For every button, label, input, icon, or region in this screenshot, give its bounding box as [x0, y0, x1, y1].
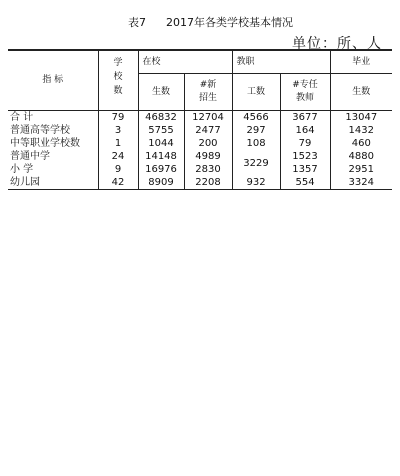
cell-staff: 932 — [232, 176, 280, 190]
header-teachers-line2: 教师 — [296, 93, 315, 103]
cell-graduates: 13047 — [330, 111, 392, 125]
row-label: 合 计 — [10, 112, 34, 123]
header-students-label: 生数 — [151, 86, 170, 97]
table-row — [8, 111, 392, 125]
cell-students: 8909 — [138, 176, 184, 190]
cell-teachers: 164 — [280, 124, 330, 137]
header-teachers-line1: #专任 — [292, 80, 318, 90]
header-staff-count-label: 工数 — [247, 86, 266, 97]
cell-new-enroll: 4989 — [184, 150, 232, 163]
school-stats-table — [8, 49, 392, 190]
cell-new-enroll: 2830 — [184, 163, 232, 176]
cell-new-enroll: 12704 — [184, 111, 232, 125]
table-row — [8, 124, 392, 137]
table-row — [8, 176, 392, 190]
header-new-enroll — [184, 74, 232, 111]
header-grad-students-label: 生数 — [352, 86, 371, 97]
row-label: 幼儿园 — [10, 177, 40, 188]
table-number: 表7 — [128, 16, 146, 29]
cell-staff: 108 — [232, 137, 280, 150]
cell-schools: 24 — [98, 150, 138, 163]
header-enrollment-label: 在校 — [142, 56, 161, 67]
header-new-enroll-label — [199, 79, 217, 105]
header-enrollment — [138, 50, 232, 74]
cell-students: 16976 — [138, 163, 184, 176]
cell-staff: 4566 — [232, 111, 280, 125]
table-row — [8, 163, 392, 176]
cell-students: 1044 — [138, 137, 184, 150]
header-graduates-label: 毕业 — [352, 56, 371, 67]
cell-graduates: 1432 — [330, 124, 392, 137]
cell-teachers: 79 — [280, 137, 330, 150]
cell-students: 46832 — [138, 111, 184, 125]
header-schools-char-1: 学 — [113, 58, 123, 68]
cell-schools: 9 — [98, 163, 138, 176]
cell-new-enroll: 2208 — [184, 176, 232, 190]
cell-graduates: 4880 — [330, 150, 392, 163]
header-staff-label: 教职 — [236, 56, 255, 67]
header-new-enroll-line1: #新 — [199, 80, 217, 90]
cell-teachers: 1523 — [280, 150, 330, 163]
cell-teachers: 3677 — [280, 111, 330, 125]
header-schools-char-3: 数 — [113, 86, 123, 96]
header-teachers — [280, 74, 330, 111]
cell-schools: 1 — [98, 137, 138, 150]
cell-new-enroll: 2477 — [184, 124, 232, 137]
row-label: 小 学 — [10, 164, 34, 175]
header-schools — [98, 50, 138, 111]
header-students — [138, 74, 184, 111]
cell-teachers: 1357 — [280, 163, 330, 176]
header-row-top — [8, 50, 392, 74]
header-teachers-label — [292, 79, 318, 105]
row-label: 普通中学 — [10, 151, 50, 162]
header-grad-students — [330, 74, 392, 111]
cell-teachers: 554 — [280, 176, 330, 190]
unit-label: 单位：所、人 — [292, 36, 382, 52]
cell-graduates: 460 — [330, 137, 392, 150]
table-title — [0, 12, 400, 30]
cell-staff-merged: 3229 — [232, 150, 280, 176]
header-graduates — [330, 50, 392, 74]
cell-graduates: 2951 — [330, 163, 392, 176]
header-staff-count — [232, 74, 280, 111]
header-schools-char-2: 校 — [113, 72, 123, 82]
header-new-enroll-line2: 招生 — [199, 93, 218, 103]
header-indicator-label: 指 标 — [42, 75, 64, 85]
table-row — [8, 150, 392, 163]
cell-schools: 42 — [98, 176, 138, 190]
cell-schools: 3 — [98, 124, 138, 137]
header-schools-label — [113, 56, 122, 98]
table-row — [8, 137, 392, 150]
row-label: 中等职业学校数 — [10, 138, 80, 149]
cell-staff: 297 — [232, 124, 280, 137]
cell-graduates: 3324 — [330, 176, 392, 190]
cell-schools: 79 — [98, 111, 138, 125]
header-indicator — [8, 50, 98, 111]
row-label: 普通高等学校 — [10, 125, 70, 136]
table-title-text: 2017年各类学校基本情况 — [166, 16, 293, 29]
cell-students: 5755 — [138, 124, 184, 137]
cell-new-enroll: 200 — [184, 137, 232, 150]
header-staff — [232, 50, 330, 74]
cell-students: 14148 — [138, 150, 184, 163]
